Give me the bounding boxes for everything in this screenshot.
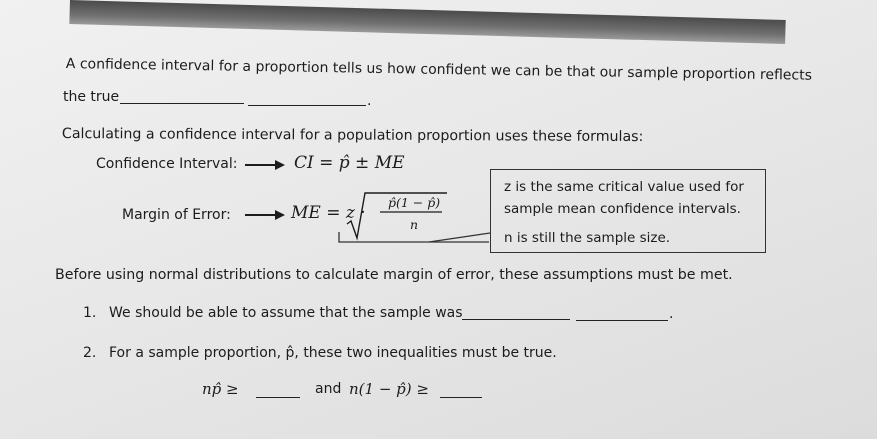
answer-blank-1b[interactable]	[248, 105, 366, 106]
item-1-text: We should be able to assume that the sample was	[109, 305, 463, 321]
item-1-number: 1.	[83, 305, 97, 321]
answer-blank-3a[interactable]	[256, 397, 300, 398]
answer-blank-2b[interactable]	[576, 320, 668, 321]
inequality-left: np̂ ≥	[202, 380, 239, 398]
item-2-text: For a sample proportion, p̂, these two inequalities must be true.	[109, 345, 557, 361]
arrow-icon	[244, 158, 286, 172]
me-formula-lhs: ME = z ·	[291, 203, 366, 223]
formulas-intro: Calculating a confidence interval for a population proportion uses these formulas:	[61, 125, 644, 146]
item-2-number: 2.	[83, 345, 97, 361]
note-line-1: z is the same critical value used for	[504, 179, 744, 195]
item-1-period: .	[669, 306, 674, 322]
answer-blank-1a[interactable]	[120, 103, 244, 104]
intro-line-2: the true	[63, 89, 120, 105]
assumptions-intro: Before using normal distributions to calculate margin of error, these assumptions must be met.	[55, 267, 733, 283]
inequality-right: n(1 − p̂) ≥	[349, 380, 429, 398]
me-label: Margin of Error:	[122, 207, 231, 223]
note-line-3: n is still the sample size.	[504, 230, 671, 246]
me-denominator: n	[410, 217, 419, 232]
ci-label: Confidence Interval:	[96, 156, 238, 172]
inequality-connector: and	[315, 381, 342, 397]
ci-formula: CI = p̂ ± ME	[294, 153, 405, 173]
callout-bracket	[337, 232, 491, 244]
answer-blank-2a[interactable]	[462, 319, 570, 320]
intro-line-1: A confidence interval for a proportion tells us how confident we can be that our sample proportion reflects	[65, 55, 813, 84]
intro-line-2-period: .	[367, 93, 372, 109]
note-line-2: sample mean confidence intervals.	[504, 201, 741, 217]
arrow-icon	[244, 208, 286, 222]
me-numerator: p̂(1 − p̂)	[388, 195, 441, 210]
top-binding-strip	[69, 0, 785, 44]
answer-blank-3b[interactable]	[440, 397, 482, 398]
